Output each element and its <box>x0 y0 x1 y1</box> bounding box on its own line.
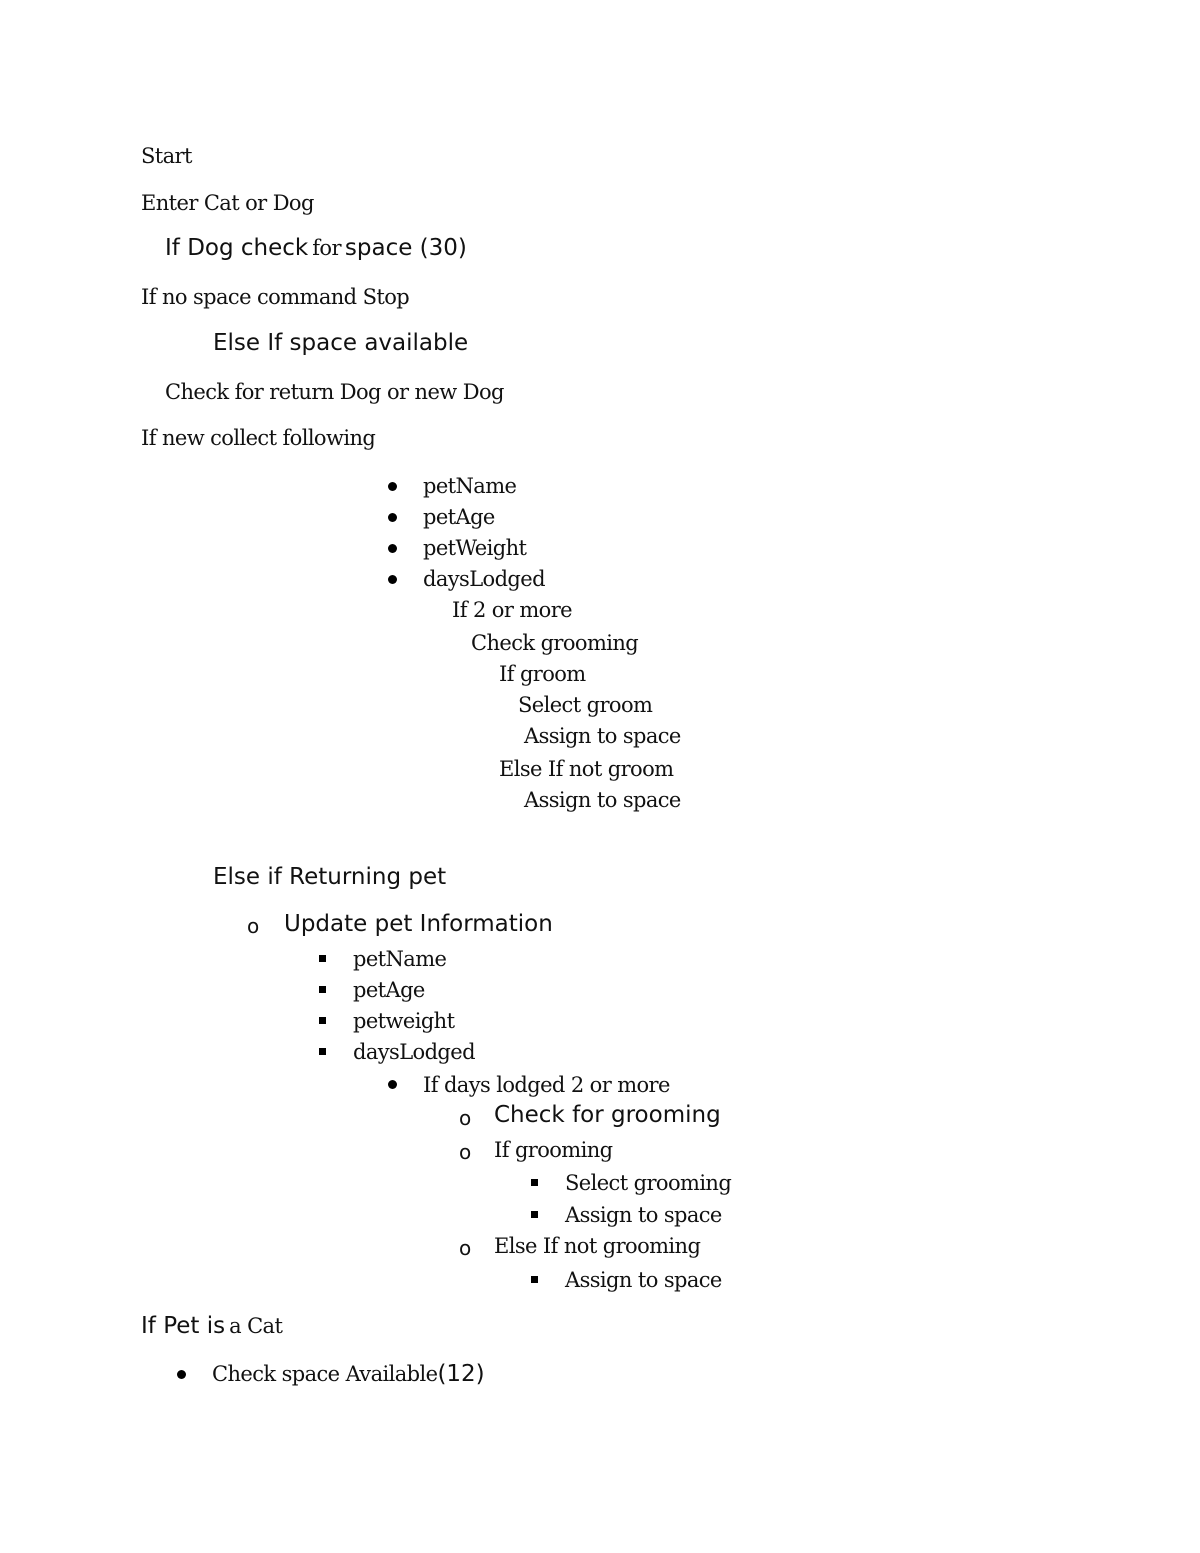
line-start: Start <box>141 144 192 168</box>
bullet-disc-icon <box>388 544 397 553</box>
bullet-circle-icon: o <box>247 914 260 938</box>
text-if-dog-check: If Dog check <box>165 235 309 261</box>
bullet-disc-icon <box>388 482 397 491</box>
list-item-new-field: petAge <box>423 505 495 529</box>
list-item-return-field: daysLodged <box>353 1040 475 1064</box>
line-update-pet-information: Update pet Information <box>284 911 553 937</box>
list-item-return-field: petAge <box>353 978 425 1002</box>
bullet-circle-icon: o <box>459 1106 472 1130</box>
text-a-cat: a Cat <box>229 1314 283 1338</box>
bullet-square-icon <box>531 1211 538 1218</box>
line-assign-to-space: Assign to space <box>565 1268 722 1292</box>
line-check-space-available <box>212 1363 485 1386</box>
line-if-dog-check <box>165 237 467 260</box>
bullet-square-icon <box>531 1179 538 1186</box>
line-if-2-or-more: If 2 or more <box>452 598 572 622</box>
bullet-circle-icon: o <box>459 1140 472 1164</box>
line-if-no-space: If no space command Stop <box>141 285 410 309</box>
text-if-pet-is: If Pet is <box>141 1313 226 1339</box>
text-check-space-available: Check space Available <box>212 1362 438 1386</box>
list-item-return-field: petweight <box>353 1009 455 1033</box>
text-12: (12) <box>437 1361 485 1387</box>
line-select-groom: Select groom <box>518 693 653 717</box>
bullet-disc-icon <box>177 1370 186 1379</box>
bullet-disc-icon <box>388 575 397 584</box>
bullet-square-icon <box>531 1276 538 1283</box>
bullet-disc-icon <box>388 513 397 522</box>
list-item-new-field: petName <box>423 474 517 498</box>
line-assign-to-space: Assign to space <box>565 1203 722 1227</box>
text-for: for <box>312 236 341 260</box>
line-else-if-returning-pet: Else if Returning pet <box>213 864 447 890</box>
line-else-if-space-available: Else If space available <box>213 330 469 356</box>
bullet-circle-icon: o <box>459 1236 472 1260</box>
line-check-grooming: Check grooming <box>471 631 639 655</box>
line-if-days-lodged: If days lodged 2 or more <box>423 1073 670 1097</box>
list-item-return-field: petName <box>353 947 447 971</box>
line-assign-to-space: Assign to space <box>524 724 681 748</box>
line-select-grooming: Select grooming <box>565 1171 732 1195</box>
line-if-groom: If groom <box>499 662 586 686</box>
line-enter-cat-or-dog: Enter Cat or Dog <box>141 191 314 215</box>
line-check-return-or-new: Check for return Dog or new Dog <box>165 380 504 404</box>
line-check-for-grooming: Check for grooming <box>494 1102 721 1128</box>
line-if-pet-is-cat <box>141 1315 282 1338</box>
list-item-new-field: petWeight <box>423 536 527 560</box>
line-if-grooming: If grooming <box>494 1138 613 1162</box>
line-else-if-not-grooming: Else If not grooming <box>494 1234 701 1258</box>
bullet-square-icon <box>319 955 326 962</box>
bullet-square-icon <box>319 1017 326 1024</box>
bullet-disc-icon <box>388 1080 397 1089</box>
line-if-new-collect: If new collect following <box>141 426 376 450</box>
text-space-30: space (30) <box>344 235 467 261</box>
bullet-square-icon <box>319 986 326 993</box>
line-assign-to-space: Assign to space <box>524 788 681 812</box>
line-else-if-not-groom: Else If not groom <box>499 757 674 781</box>
list-item-new-field: daysLodged <box>423 567 545 591</box>
bullet-square-icon <box>319 1048 326 1055</box>
